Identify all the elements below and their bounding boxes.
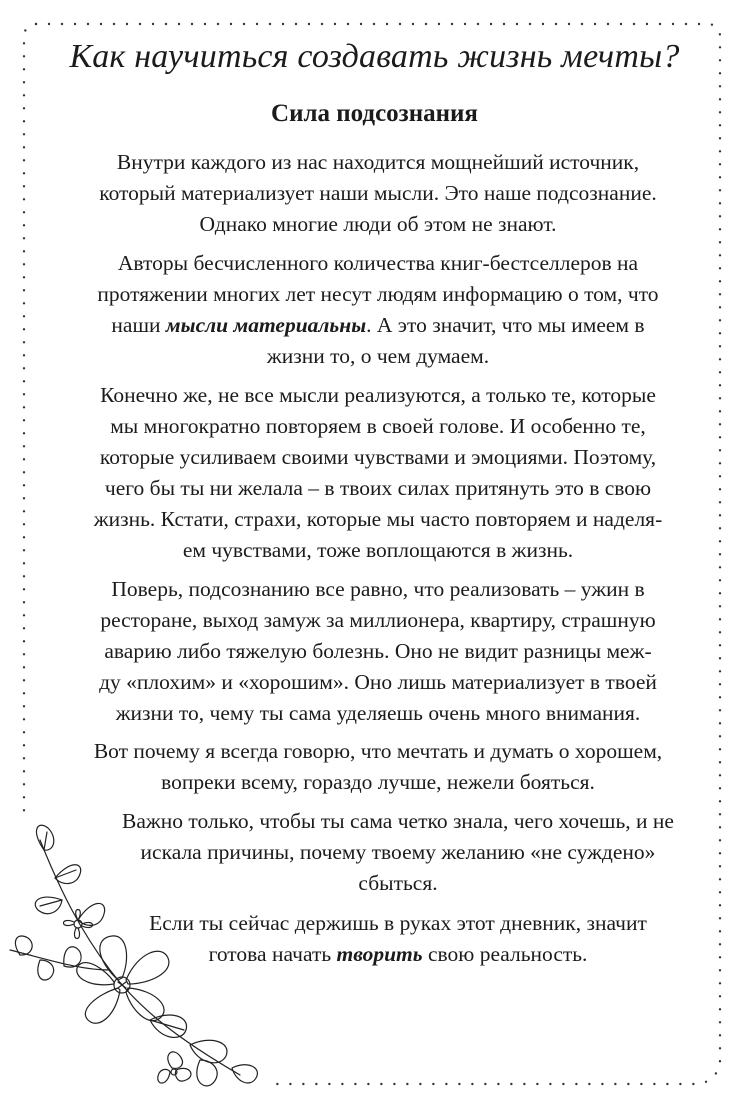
text-line: ду «плохим» и «хорошим». Оно лишь материализует в твоей	[99, 670, 657, 694]
paragraph-diary	[80, 908, 716, 970]
paragraph-know-what-you-want	[80, 806, 716, 899]
text-segment: наши	[111, 313, 166, 337]
paragraph-subconscious	[60, 574, 696, 729]
text-segment: свою реальность.	[422, 942, 588, 966]
emphasis-text: творить	[336, 942, 423, 966]
text-line	[60, 310, 696, 341]
text-line: Вот почему я всегда говорю, что мечтать и думать о хорошем,	[93, 739, 663, 763]
paragraph-authors	[60, 248, 696, 372]
text-line: чего бы ты ни желала – в твоих силах притянуть это в свою	[104, 476, 652, 500]
text-line: ем чувствами, тоже воплощаются в жизнь.	[182, 538, 574, 562]
text-line: жизни то, о чем думаем.	[266, 344, 490, 368]
text-line: Поверь, подсознанию все равно, что реализовать – ужин в	[111, 577, 645, 601]
text-line: протяжении многих лет несут людям информацию о том, что	[97, 282, 659, 306]
text-line: мы многократно повторяем в своей голове. И особенно те,	[110, 414, 646, 438]
paragraph-intro	[60, 147, 696, 240]
text-line	[80, 939, 716, 970]
page-title: Как научиться создавать жизнь мечты?	[69, 38, 680, 75]
emphasis-text: мысли материальны	[165, 313, 367, 337]
text-line: жизни то, чему ты сама уделяешь очень много внимания.	[115, 701, 641, 725]
text-line: Важно только, чтобы ты сама четко знала, чего хочешь, и не	[122, 809, 674, 833]
text-line: Если ты сейчас держишь в руках этот дневник, значит	[149, 911, 647, 935]
text-line: ресторане, выход замуж за миллионера, квартиру, страшную	[100, 608, 656, 632]
paragraph-thoughts	[60, 380, 696, 566]
text-line: Внутри каждого из нас находится мощнейший источник,	[116, 150, 640, 174]
text-line: вопреки всему, гораздо лучше, нежели бояться.	[161, 770, 595, 794]
text-line: жизнь. Кстати, страхи, которые мы часто повторяем и наделя-	[93, 507, 663, 531]
text-line: который материализует наши мысли. Это наше подсознание.	[99, 181, 657, 205]
text-line: Авторы бесчисленного количества книг-бестселлеров на	[117, 251, 639, 275]
text-line: Однако многие люди об этом не знают.	[199, 212, 557, 236]
text-line: искала причины, почему твоему желанию «не суждено»	[140, 840, 656, 864]
paragraph-dream	[60, 736, 696, 798]
text-line: Конечно же, не все мысли реализуются, а только те, которые	[100, 383, 656, 407]
text-line: сбыться.	[358, 871, 438, 895]
text-line: которые усиливаем своими чувствами и эмоциями. Поэтому,	[99, 445, 657, 469]
text-line: аварию либо тяжелую болезнь. Оно не видит разницы меж-	[104, 639, 652, 663]
text-segment: готова начать	[208, 942, 337, 966]
text-segment: . А это значит, что мы имеем в	[366, 313, 645, 337]
section-subtitle: Сила подсознания	[271, 100, 478, 127]
